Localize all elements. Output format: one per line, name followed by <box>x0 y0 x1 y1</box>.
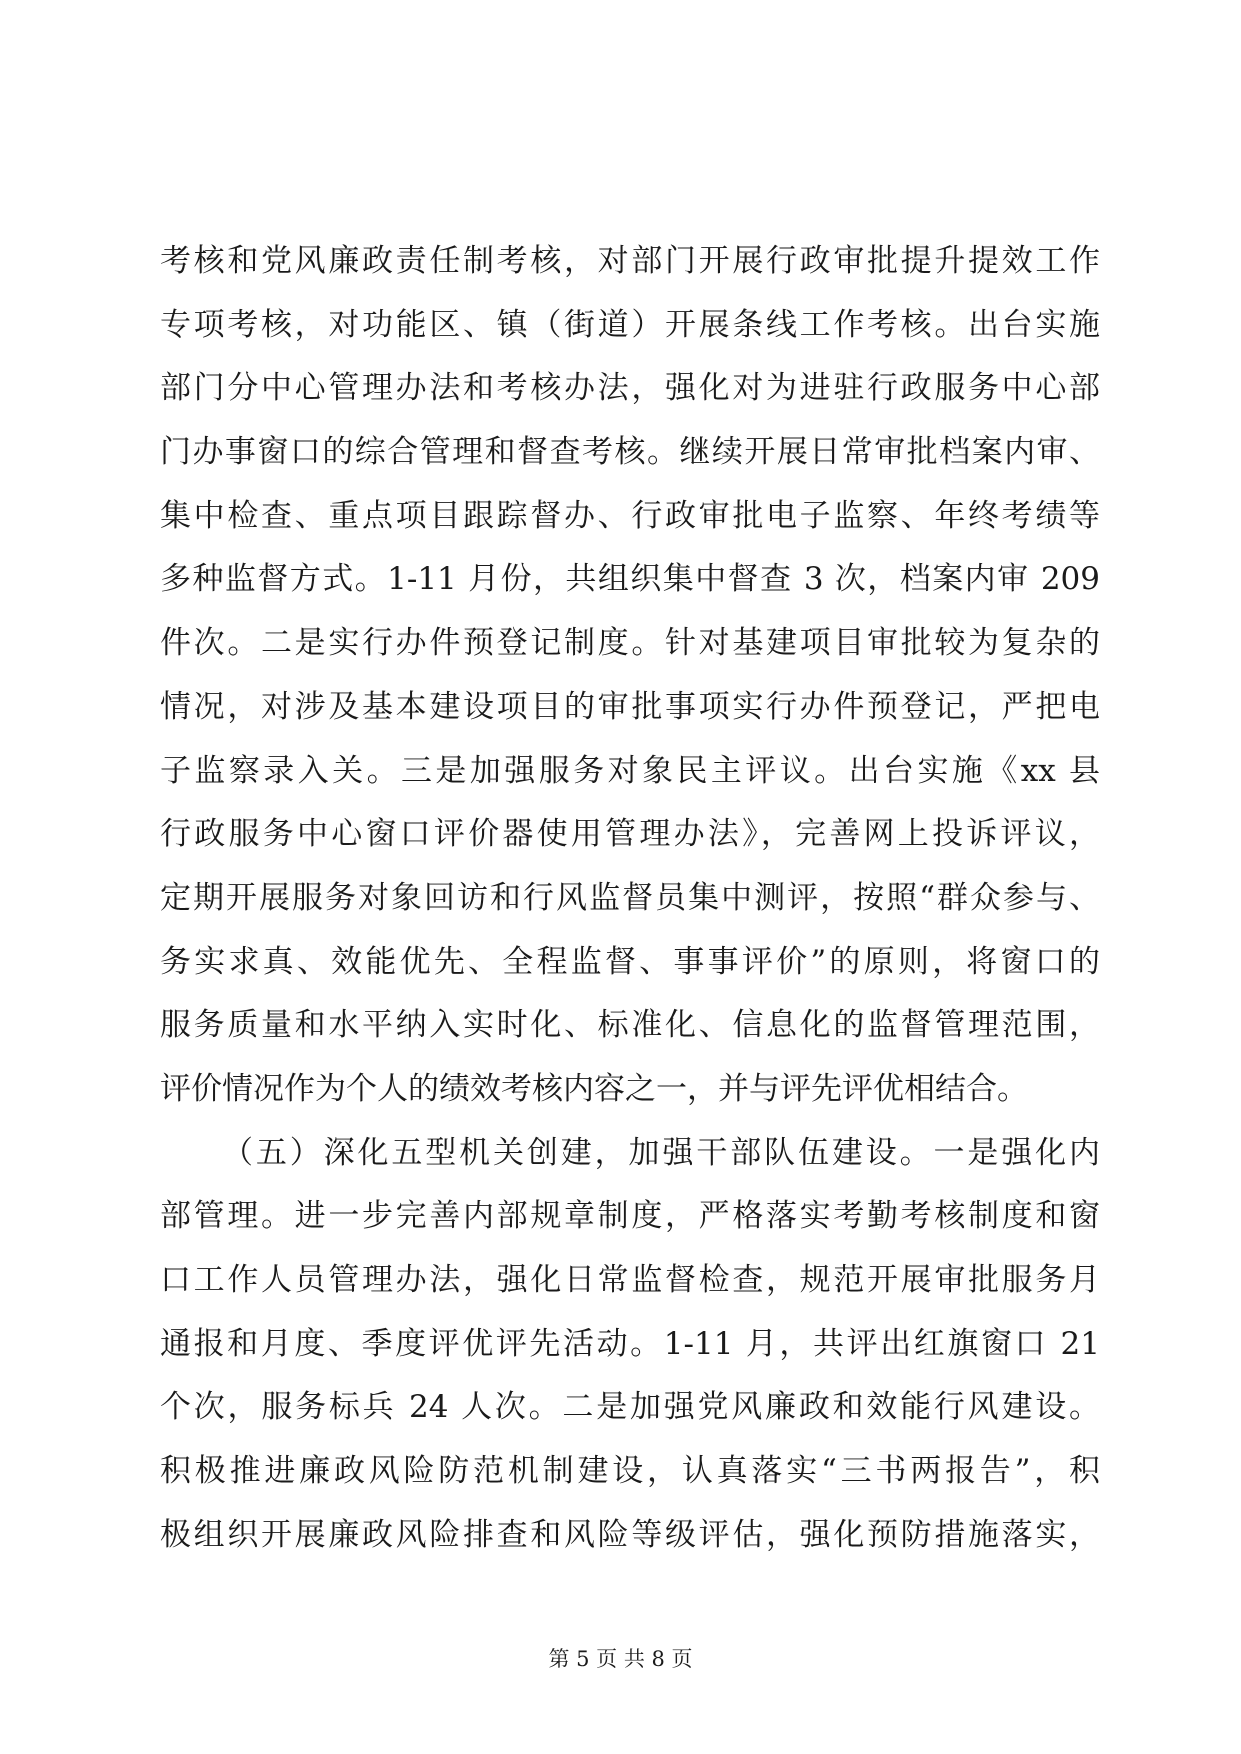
text-line: 口工作人员管理办法，强化日常监督检查，规范开展审批服务月 <box>160 1262 1100 1298</box>
text-line: 评价情况作为个人的绩效考核内容之一，并与评先评优相结合。 <box>160 1070 1028 1107</box>
text-line: 极组织开展廉政风险排查和风险等级评估，强化预防措施落实， <box>160 1516 1100 1553</box>
text-line: 部门分中心管理办法和考核办法，强化对为进驻行政服务中心部 <box>160 370 1100 407</box>
text-line: 务实求真、效能优先、全程监督、事事评价”的原则，将窗口的 <box>160 943 1100 980</box>
text-line: 通报和月度、季度评优评先活动。1-11 月，共评出红旗窗口 21 <box>160 1325 1100 1362</box>
text-line: 门办事窗口的综合管理和督查考核。继续开展日常审批档案内审、 <box>160 434 1100 471</box>
text-line: 多种监督方式。1-11 月份，共组织集中督查 3 次，档案内审 209 <box>160 561 1100 598</box>
text-line: 服务质量和水平纳入实时化、标准化、信息化的监督管理范围， <box>160 1007 1100 1044</box>
text-line: 个次，服务标兵 24 人次。二是加强党风廉政和效能行风建设。 <box>160 1389 1100 1426</box>
text-line: 积极推进廉政风险防范机制建设，认真落实“三书两报告”，积 <box>160 1453 1100 1490</box>
text-line: 部管理。进一步完善内部规章制度，严格落实考勤考核制度和窗 <box>160 1198 1100 1235</box>
text-line: 考核和党风廉政责任制考核，对部门开展行政审批提升提效工作 <box>160 243 1100 279</box>
text-line: （五）深化五型机关创建，加强干部队伍建设。一是强化内 <box>222 1134 1100 1171</box>
text-line: 情况，对涉及基本建设项目的审批事项实行办件预登记，严把电 <box>160 688 1100 725</box>
text-line: 行政服务中心窗口评价器使用管理办法》，完善网上投诉评议， <box>160 816 1100 853</box>
text-line: 集中检查、重点项目跟踪督办、行政审批电子监察、年终考绩等 <box>160 497 1100 534</box>
page-number: 第 5 页 共 8 页 <box>548 1647 693 1671</box>
text-line: 定期开展服务对象回访和行风监督员集中测评，按照“群众参与、 <box>160 879 1100 916</box>
text-line: 件次。二是实行办件预登记制度。针对基建项目审批较为复杂的 <box>160 625 1100 662</box>
text-line: 子监察录入关。三是加强服务对象民主评议。出台实施《xx 县 <box>160 752 1100 789</box>
document-body <box>160 230 1100 1567</box>
text-line: 专项考核，对功能区、镇（街道）开展条线工作考核。出台实施 <box>160 306 1100 343</box>
page-footer <box>0 1644 1241 1674</box>
